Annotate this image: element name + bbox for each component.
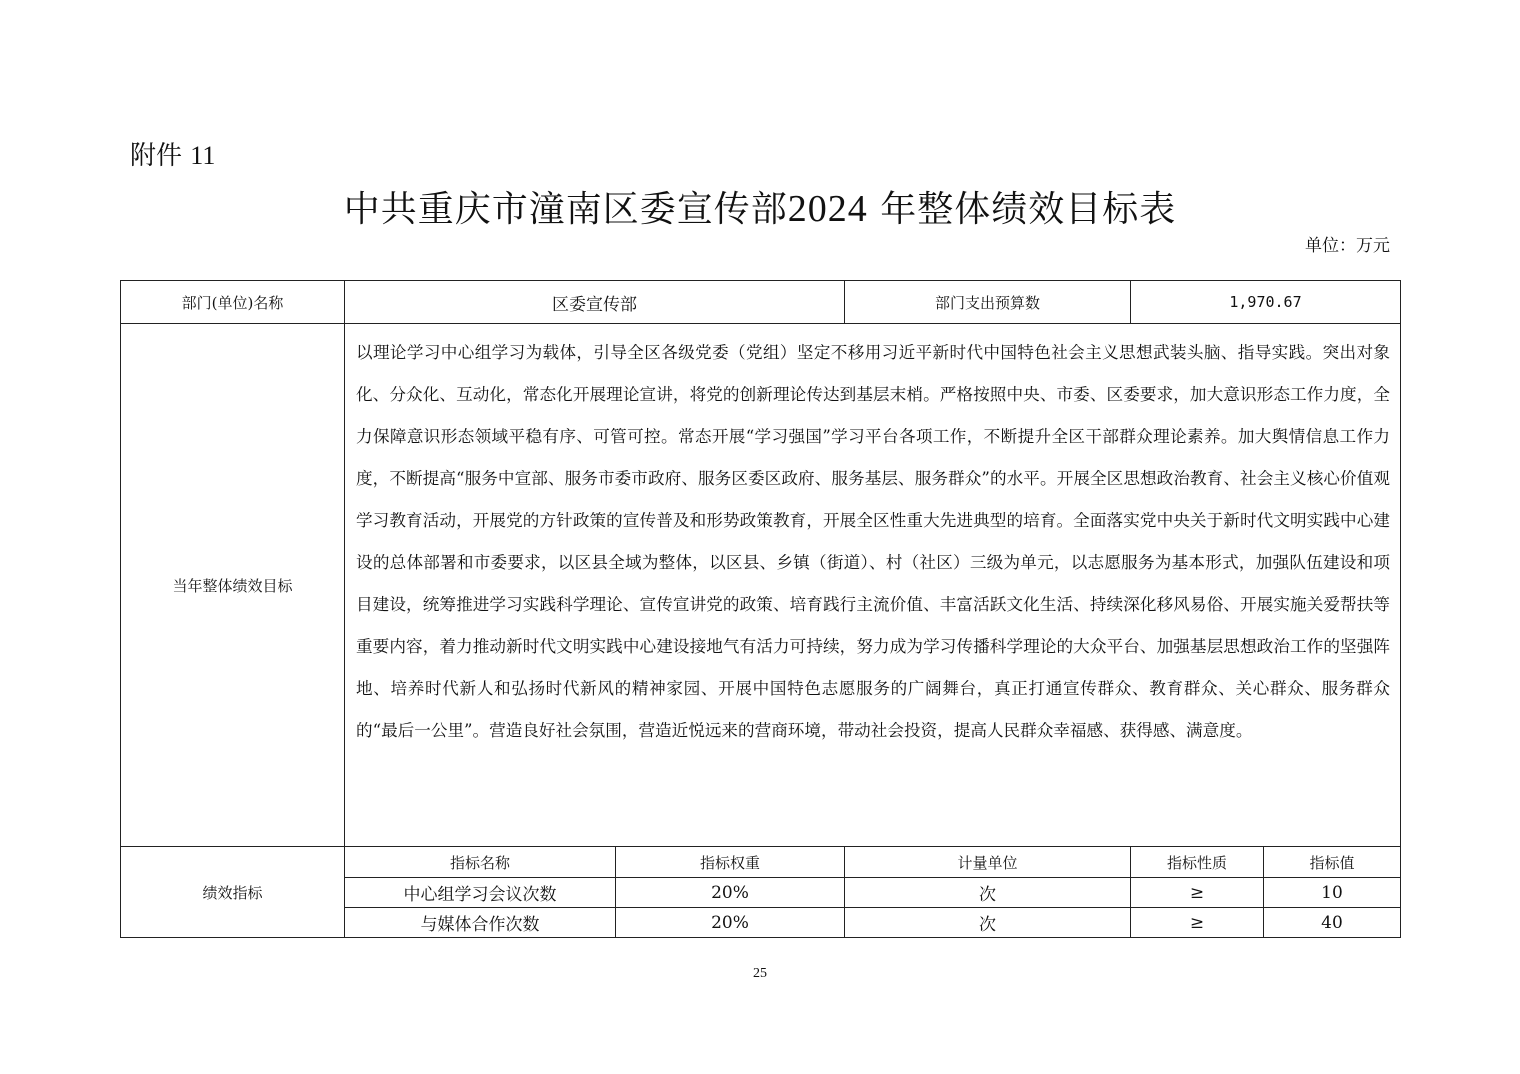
header-indicator-weight: 指标权重: [616, 847, 845, 878]
indicator-weight: 20%: [616, 908, 845, 938]
indicator-nature: ≥: [1131, 878, 1264, 908]
title-year: 2024: [787, 188, 868, 230]
header-indicator-nature: 指标性质: [1131, 847, 1264, 878]
attachment-text: 附件: [130, 141, 183, 171]
header-indicator-value: 指标值: [1264, 847, 1401, 878]
dept-name-value: 区委宣传部: [345, 281, 845, 324]
indicator-name: 与媒体合作次数: [345, 908, 616, 938]
unit-note: 单位：万元: [1305, 236, 1390, 256]
title-suffix: 年整体绩效目标表: [880, 189, 1177, 230]
attachment-label: [130, 138, 215, 174]
indicator-unit: 次: [845, 908, 1131, 938]
indicator-unit: 次: [845, 878, 1131, 908]
goal-label: 当年整体绩效目标: [121, 324, 345, 847]
goal-row: [121, 324, 1401, 847]
performance-goal-table: [120, 280, 1401, 938]
indicator-label: 绩效指标: [121, 847, 345, 938]
dept-name-label: 部门(单位)名称: [121, 281, 345, 324]
document-title: [0, 184, 1520, 235]
budget-label: 部门支出预算数: [845, 281, 1131, 324]
goal-text: 以理论学习中心组学习为载体，引导全区各级党委（党组）坚定不移用习近平新时代中国特色社会主义思想武装头脑、指导实践。突出对象化、分众化、互动化，常态化开展理论宣讲，将党的创新理论传达到基层末梢。严格按照中央、市委、区委要求，加大意识形态工作力度，全力保障意识形态领域平稳有序、可管可控。常态开展“学习强国”学习平台各项工作，不断提升全区干部群众理论素养。加大舆情信息工作力度，不断提高“服务中宣部、服务市委市政府、服务区委区政府、服务基层、服务群众”的水平。开展全区思想政治教育、社会主义核心价值观学习教育活动，开展党的方针政策的宣传普及和形势政策教育，开展全区性重大先进典型的培育。全面落实党中央关于新时代文明实践中心建设的总体部署和市委要求，以区县全域为整体，以区县、乡镇（街道）、村（社区）三级为单元，以志愿服务为基本形式，加强队伍建设和项目建设，统筹推进学习实践科学理论、宣传宣讲党的政策、培育践行主流价值、丰富活跃文化生活、持续深化移风易俗、开展实施关爱帮扶等重要内容，着力推动新时代文明实践中心建设接地气有活力可持续，努力成为学习传播科学理论的大众平台、加强基层思想政治工作的坚强阵地、培养时代新人和弘扬时代新风的精神家园、开展中国特色志愿服务的广阔舞台，真正打通宣传群众、教育群众、关心群众、服务群众的“最后一公里”。营造良好社会氛围，营造近悦远来的营商环境，带动社会投资，提高人民群众幸福感、获得感、满意度。: [345, 324, 1401, 847]
title-prefix: 中共重庆市潼南区委宣传部: [343, 189, 788, 230]
header-indicator-unit: 计量单位: [845, 847, 1131, 878]
indicator-weight: 20%: [616, 878, 845, 908]
dept-row: [121, 281, 1401, 324]
indicator-name: 中心组学习会议次数: [345, 878, 616, 908]
indicator-value: 40: [1264, 908, 1401, 938]
indicator-nature: ≥: [1131, 908, 1264, 938]
page-number: 25: [753, 966, 767, 981]
attachment-number: 11: [190, 141, 216, 170]
budget-value: 1,970.67: [1131, 281, 1401, 324]
indicator-header-row: [121, 847, 1401, 878]
indicator-value: 10: [1264, 878, 1401, 908]
header-indicator-name: 指标名称: [345, 847, 616, 878]
